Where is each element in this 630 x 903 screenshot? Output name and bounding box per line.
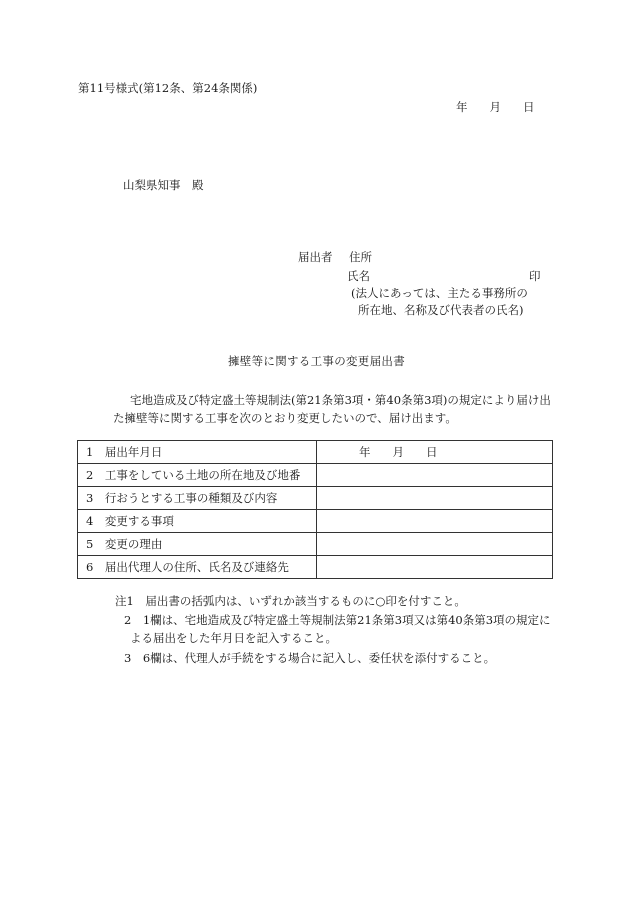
note-2-line2: よる届出をした年月日を記入すること。 bbox=[130, 631, 337, 645]
table-row bbox=[78, 487, 553, 510]
notifier-label: 届出者 bbox=[298, 250, 333, 264]
note-3: 3 6欄は、代理人が手続をする場合に記入し、委任状を添付すること。 bbox=[124, 651, 496, 665]
row-value-change-reason[interactable] bbox=[317, 533, 553, 556]
date-year-label: 年 bbox=[456, 100, 468, 114]
corporation-note-line2: 所在地、名称及び代表者の氏名) bbox=[358, 303, 524, 317]
cell-year-label: 年 bbox=[359, 445, 371, 459]
table-row bbox=[78, 441, 553, 464]
body-text-line1: 宅地造成及び特定盛土等規制法(第21条第3項・第40条第3項)の規定により届け出 bbox=[130, 393, 551, 407]
body-text-line2: た擁壁等に関する工事を次のとおり変更したいので、届け出ます。 bbox=[113, 411, 457, 425]
row-value-changed-items[interactable] bbox=[317, 510, 553, 533]
table-row bbox=[78, 464, 553, 487]
table-row bbox=[78, 510, 553, 533]
cell-day-label: 日 bbox=[426, 445, 438, 459]
seal-mark: 印 bbox=[529, 269, 541, 283]
table-row bbox=[78, 533, 553, 556]
form-number: 第11号様式(第12条、第24条関係) bbox=[78, 81, 258, 95]
cell-month-label: 月 bbox=[392, 445, 404, 459]
note-1: 注1 届出書の括弧内は、いずれか該当するものに○印を付すこと。 bbox=[115, 594, 466, 608]
row-value-work-type[interactable] bbox=[317, 487, 553, 510]
row-label-land-location: 2 工事をしている土地の所在地及び地番 bbox=[78, 464, 317, 487]
row-value-agent-info[interactable] bbox=[317, 556, 553, 579]
name-label: 氏名 bbox=[347, 269, 370, 283]
corporation-note-line1: (法人にあっては、主たる事務所の bbox=[351, 286, 528, 300]
row-label-work-type: 3 行おうとする工事の種類及び内容 bbox=[78, 487, 317, 510]
items-table bbox=[77, 440, 553, 579]
addressee: 山梨県知事 殿 bbox=[123, 178, 204, 192]
row-label-changed-items: 4 変更する事項 bbox=[78, 510, 317, 533]
date-day-label: 日 bbox=[523, 100, 535, 114]
row-label-change-reason: 5 変更の理由 bbox=[78, 533, 317, 556]
document-title: 擁壁等に関する工事の変更届出書 bbox=[228, 354, 405, 368]
address-label: 住所 bbox=[349, 250, 372, 264]
row-value-land-location[interactable] bbox=[317, 464, 553, 487]
submission-date bbox=[456, 99, 535, 115]
row-value-notification-date[interactable] bbox=[317, 441, 553, 464]
row-label-agent-info: 6 届出代理人の住所、氏名及び連絡先 bbox=[78, 556, 317, 579]
table-row bbox=[78, 556, 553, 579]
date-month-label: 月 bbox=[489, 100, 501, 114]
note-2-line1: 2 1欄は、宅地造成及び特定盛土等規制法第21条第3項又は第40条第3項の規定に bbox=[124, 613, 551, 627]
row-label-notification-date: 1 届出年月日 bbox=[78, 441, 317, 464]
